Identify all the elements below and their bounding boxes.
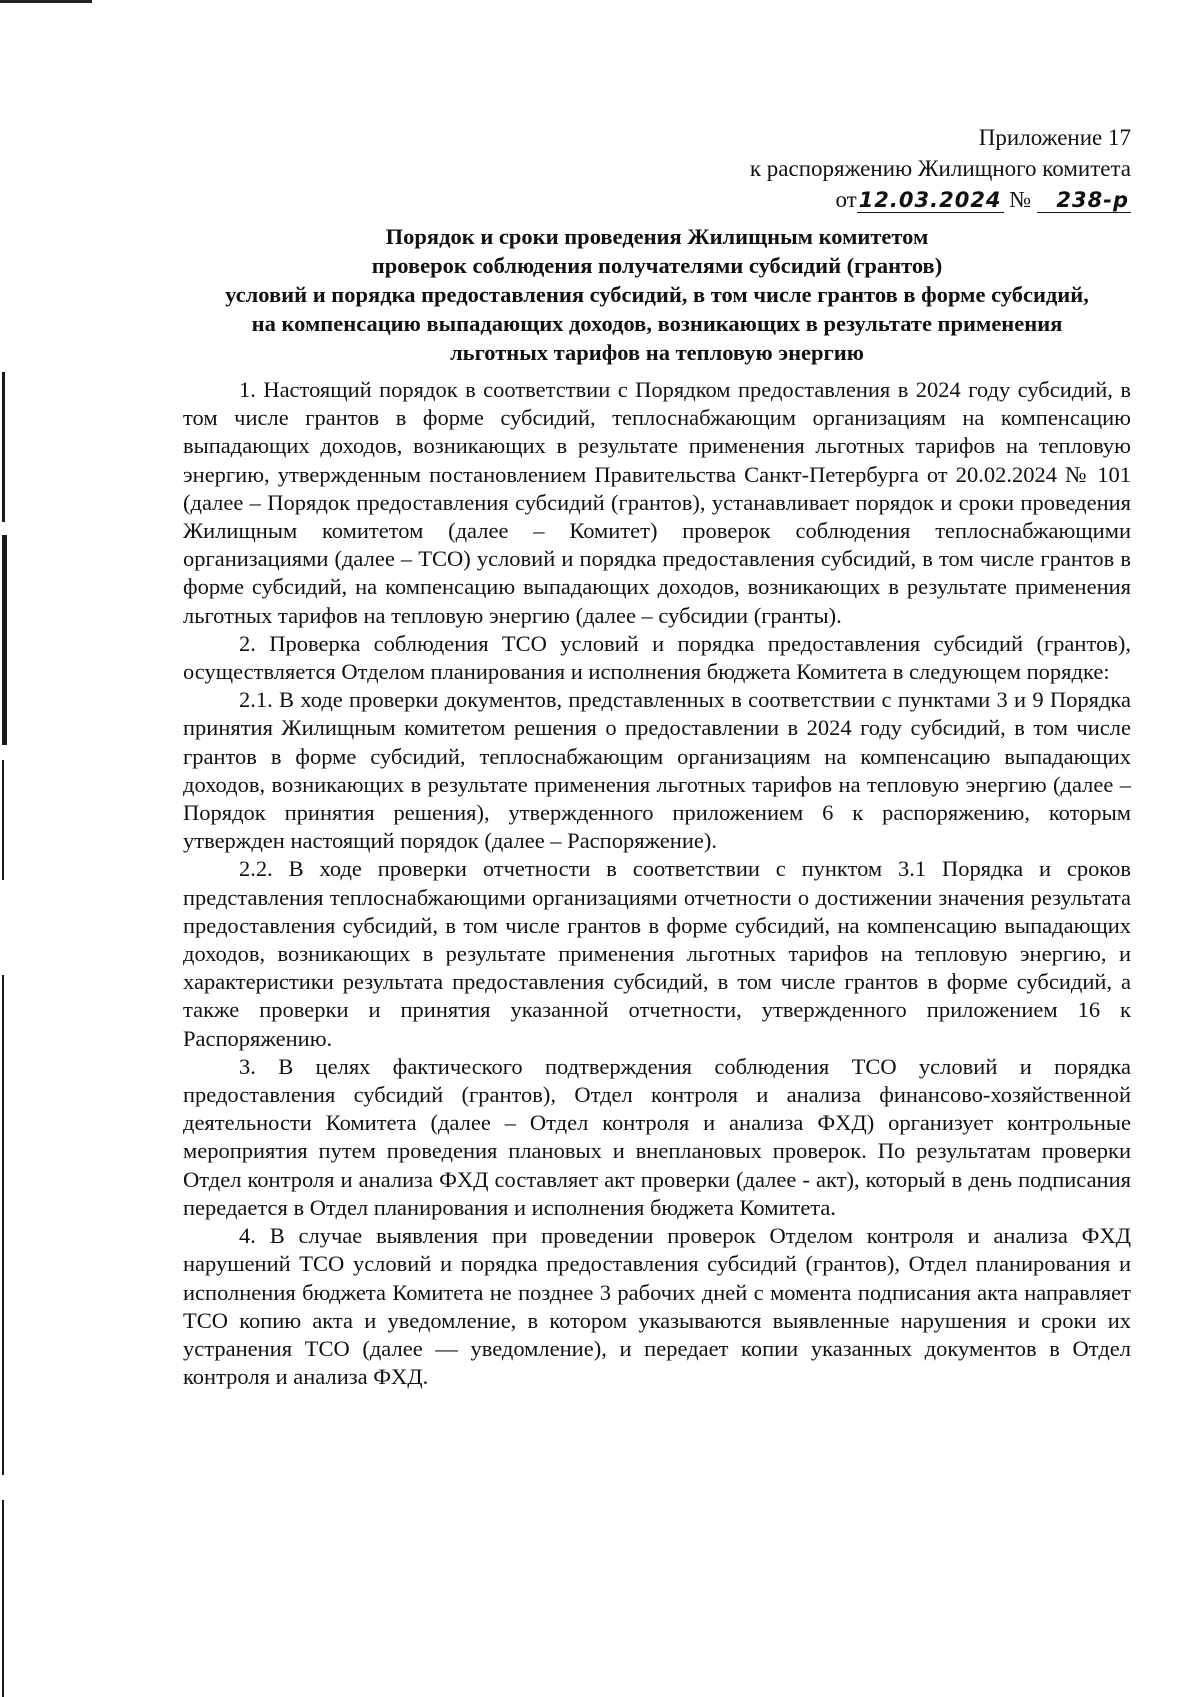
- scan-edge-mark: [2, 975, 4, 1475]
- paragraph-2: 2. Проверка соблюдения ТСО условий и порядка предоставления субсидий (грантов), осуществляется Отделом планирования и исполнения бюджета Комитета в следующем порядке:: [183, 630, 1131, 685]
- paragraph-4: 4. В случае выявления при проведении проверок Отделом контроля и анализа ФХД нарушений ТСО условий и порядка предоставления субсидий (грантов), Отдел планирования и исполнения бюджета Комитета не позднее 3 рабочих дней с момента подписания акта направляет ТСО копию акта и уведомление, в котором указываются выявленные нарушения и сроки их устранения ТСО (далее — уведомление), и передает копии указанных документов в Отдел контроля и анализа ФХД.: [183, 1223, 1131, 1390]
- title-line: проверок соблюдения получателями субсидий (грантов): [371, 253, 943, 278]
- scan-edge-mark: [2, 1500, 4, 1697]
- appendix-number: Приложение 17: [978, 125, 1131, 150]
- appendix-date-line: [750, 184, 1131, 215]
- handwritten-date: 12.03.2024: [858, 188, 1002, 212]
- paragraph-3: 3. В целях фактического подтверждения соблюдения ТСО условий и порядка предоставления субсидий (грантов), Отдел контроля и анализа финансово-хозяйственной деятельности Комитета (далее – Отдел контроля и анализа ФХД) организует контрольные мероприятия путем проведения плановых и внеплановых проверок. По результатам проверки Отдел контроля и анализа ФХД составляет акт проверки (далее - акт), который в день подписания передается в Отдел планирования и исполнения бюджета Комитета.: [183, 1053, 1131, 1220]
- document-title: [183, 222, 1131, 367]
- paragraph-1: 1. Настоящий порядок в соответствии с Порядком предоставления в 2024 году субсидий, в том числе грантов в форме субсидий, теплоснабжающим организациям на компенсацию выпадающих доходов, возникающих в результате применения льготных тарифов на тепловую энергию, утвержденным постановлением Правительства Санкт-Петербурга от 20.02.2024 № 101 (далее – Порядок предоставления субсидий (грантов), устанавливает порядок и сроки проведения Жилищным комитетом (далее – Комитет) проверок соблюдения теплоснабжающими организациями (далее – ТСО) условий и порядка предоставления субсидий, в том числе грантов в форме субсидий, на компенсацию выпадающих доходов, возникающих в результате применения льготных тарифов на тепловую энергию (далее – субсидии (гранты).: [183, 377, 1131, 628]
- title-line: на компенсацию выпадающих доходов, возникающих в результате применения: [251, 311, 1063, 336]
- paragraph-2-2: 2.2. В ходе проверки отчетности в соответствии с пунктом 3.1 Порядка и сроков представления теплоснабжающими организациями отчетности о достижении значения результата предоставления субсидий, в том числе грантов в форме субсидий, на компенсацию выпадающих доходов, возникающих в результате применения льготных тарифов на тепловую энергию, и характеристики результата предоставления субсидий, в том числе грантов в форме субсидий, а также проверки и принятия указанной отчетности, утвержденного приложением 16 к Распоряжению.: [183, 856, 1131, 1051]
- appendix-header: [750, 122, 1131, 215]
- handwritten-number: 238-р: [1037, 188, 1131, 213]
- scan-edge-mark: [2, 760, 4, 880]
- scan-edge-mark: [2, 372, 5, 522]
- date-prefix: от: [835, 187, 857, 212]
- number-sign: №: [1009, 187, 1032, 212]
- paragraph-2-1: 2.1. В ходе проверки документов, представленных в соответствии с пунктами 3 и 9 Порядка принятия Жилищным комитетом решения о предоставлении в 2024 году субсидий, в том числе грантов в форме субсидий, теплоснабжающим организациям на компенсацию выпадающих доходов, возникающих в результате применения льготных тарифов на тепловую энергию (далее – Порядок принятия решения), утвержденного приложением 6 к распоряжению, которым утвержден настоящий порядок (далее – Распоряжение).: [183, 687, 1131, 854]
- scan-mark-top: [0, 0, 92, 3]
- title-line: льготных тарифов на тепловую энергию: [450, 340, 864, 365]
- title-line: Порядок и сроки проведения Жилищным комитетом: [385, 224, 929, 249]
- scan-edge-mark: [2, 535, 7, 745]
- appendix-reference: к распоряжению Жилищного комитета: [749, 156, 1131, 181]
- document-body: [183, 376, 1131, 1391]
- title-line: условий и порядка предоставления субсидий, в том числе грантов в форме субсидий,: [225, 282, 1089, 307]
